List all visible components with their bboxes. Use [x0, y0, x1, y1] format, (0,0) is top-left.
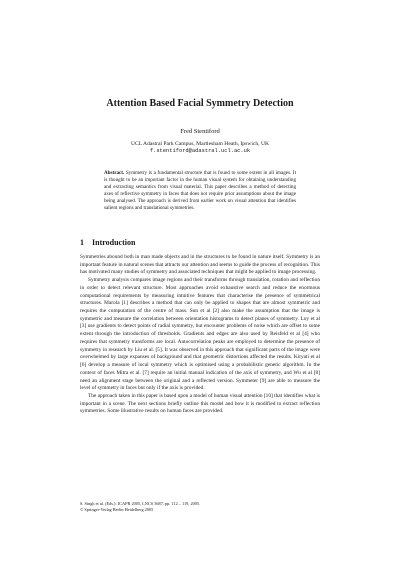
paragraph: Symmetries abound both in man made objects and in the structures to be found in nature itself. Symmetry is an important feature in natural scenes that attracts our attention and seems to guide the process of recognition. This has motivated many studies of symmetry and associated techniques that might be applied to image processing.	[80, 254, 320, 276]
abstract-text: Symmetry is a fundamental structure that is found to some extent in all images. It is thought to be an important factor in the human visual system for obtaining understanding and extracting semantics from visual material. This paper describes a method of detecting axes of reflective symmetry in faces that does not require prior assumptions about the image being analysed. The approach is derived from earlier work on visual attention that identifies salient regions and translational symmetries.	[104, 170, 296, 212]
affiliation: UCL Adastral Park Campus, Martlesham Heath, Ipswich, UK	[130, 141, 270, 147]
abstract	[104, 170, 296, 212]
paper-title: Attention Based Facial Symmetry Detection	[106, 98, 294, 109]
section-title: Introduction	[92, 238, 136, 247]
page-footer	[80, 501, 320, 513]
author-name: Fred Stentiford	[180, 128, 220, 135]
paragraph: Symmetry analysis compares image regions and their transforms through translation, rotation and reflection in order to detect relevant structure. Most approaches avoid exhaustive search and reduce the enormous computational requirements by measuring intuitive features that characterise the presence of symmetrical structures. Marola [1] describes a method that can only be applied to shapes that are almost symmetric and requires the computation of the centre of mass. Sun et al [2] also make the assumption that the image is symmetric and measure the correlation between orientation histograms to detect planes of symmetry. Loy et al [3] use gradients to detect points of radial symmetry, but encounter problems of noise which are offset to some extent through the introduction of thresholds. Gradients and edges are also used by Reisfeld et al [4] who requires that symmetry transforms are local. Autocorrelation peaks are employed to determine the presence of symmetry in research by Liu et al. [5]. It was observed in this approach that significant parts of the image were overwhelmed by large expanses of background and that geometric distortions affected the results. Kiryati et al [6] develop a measure of local symmetry which is optimised using a probabilistic genetic algorithm. In the context of faces Mitra et al. [7] require an initial manual indication of the axis of symmetry, and Wu et al [8] need an alignment stage between the original and a reflected version. Symmeter [9] are able to measure the level of symmetry in faces but only if the axis is provided.	[80, 277, 320, 392]
author-affiliation-block	[0, 141, 400, 156]
author-email: f.stentiford@adastral.ucl.ac.uk	[149, 148, 251, 155]
paragraph: The approach taken in this paper is based upon a model of human visual attention [10] that identifies what is important in a scene. The next sections briefly outline this model and how it is modified to extract reflection symmetries. Some illustrative results on human faces are provided.	[80, 392, 320, 415]
section-heading	[80, 238, 320, 247]
footer-citation: S. Singh et al. (Eds.): ICAPR 2005, LNCS 3687, pp. 112 – 119, 2005.	[80, 501, 201, 506]
body-text	[80, 254, 320, 416]
abstract-label: Abstract.	[104, 170, 125, 176]
footer-copyright: © Springer-Verlag Berlin Heidelberg 2005	[80, 507, 154, 513]
section-number: 1	[80, 238, 84, 247]
